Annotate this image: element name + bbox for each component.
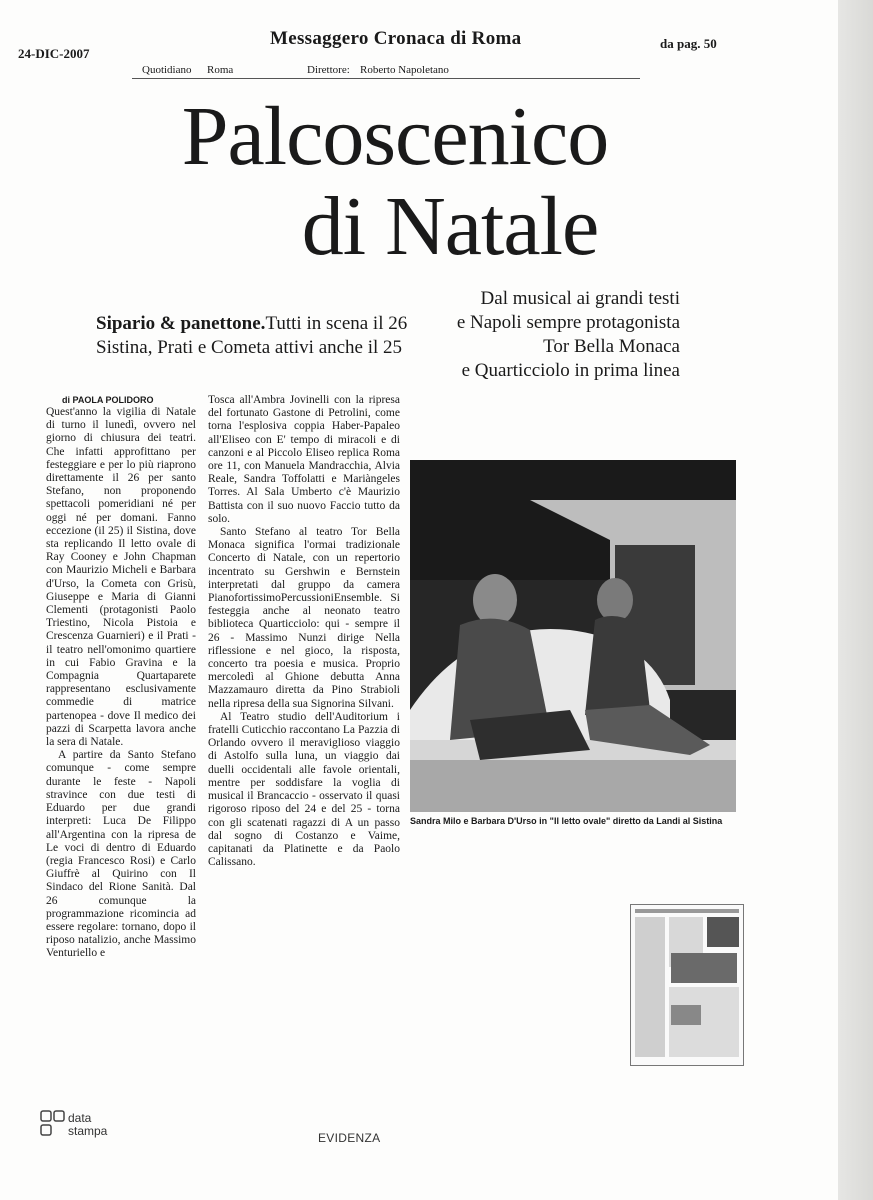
- page-thumbnail-image: [631, 905, 743, 1065]
- datastampa-logo-text: [68, 1112, 107, 1138]
- byline: di PAOLA POLIDORO: [62, 395, 154, 405]
- logo-line-1: data: [68, 1111, 92, 1125]
- paragraph: Santo Stefano al teatro Tor Bella Monaca significa l'ormai tradizionale Concerto di Natale, con un repertorio incentrato su Gershwin e Bernstein interpretati dal gruppo da camera PianofortissimoPercussioniEnsemble. Si festeggia anche al neonato teatro biblioteca Quarticciolo: qui - sempre il 26 - Massimo Nunzi dirige Nella riflessione e nel gioco, la risposta, concerto tra poesia e musica. Proprio mercoledì al Ghione debutta Anna Mazzamauro diretta da Pino Strabioli nella ripresa della sua Signorina Silvani.: [208, 526, 400, 710]
- subhead-right-1: Dal musical ai grandi testi: [480, 288, 680, 309]
- issue-date: 24-DIC-2007: [18, 46, 90, 61]
- publication-type: Quotidiano: [142, 64, 192, 76]
- director-name: Roberto Napoletano: [360, 64, 449, 76]
- subhead-right-3: Tor Bella Monaca: [543, 336, 680, 357]
- paragraph: Al Teatro studio dell'Auditorium i fratelli Cuticchio raccontano La Pazzia di Orlando ovvero il meraviglioso viaggio di Astolfo sulla luna, un viaggio dai duelli occidentali alle favole orientali, mentre per soddisfare la voglia di musical il Brancaccio - osservato il quasi rigoroso riposo del 24 e del 25 - torna con gli scatenati ragazzi di A un passo dal sogno di Costanzo e Vaime, capitanati da Platinette e da Paolo Calissano.: [208, 710, 400, 869]
- evidenza-label: EVIDENZA: [318, 1131, 381, 1145]
- newspaper-name: Messaggero Cronaca di Roma: [270, 28, 522, 49]
- paragraph: Tosca all'Ambra Jovinelli con la ripresa del fortunato Gastone di Petrolini, come torna l'esplosiva coppia Haber-Papaleo all'Eliseo con E' tempo di miracoli e di canzoni e al Piccolo Eliseo replica Roma ore 11, con Manuela Mandracchia, Alvia Reale, Sandra Toffolatti e Mariàngeles Torres. Al Sala Umberto c'è Maurizio Battista con il suo nuovo Faccio tutto da solo.: [208, 394, 400, 525]
- article-photo: [410, 460, 736, 812]
- masthead-meta: [132, 64, 640, 79]
- scan-edge: [838, 0, 873, 1200]
- headline-line-2: di Natale: [301, 180, 599, 273]
- stage-photo-image: [410, 460, 736, 812]
- article-headline: [140, 92, 650, 272]
- article-column-1: [46, 406, 196, 961]
- logo-line-2: stampa: [68, 1124, 108, 1138]
- page-reference: da pag. 50: [660, 36, 717, 51]
- subhead-left-1: Tutti in scena il 26: [265, 313, 408, 334]
- subhead-right-2: e Napoli sempre protagonista: [456, 312, 680, 333]
- subheadline-right: [430, 287, 680, 383]
- paragraph: A partire da Santo Stefano comunque - come sempre durante le feste - Napoli stravince con due testi di Eduardo per due grandi interpreti: Luca De Filippo all'Argentina con la ripresa de Le voci di dentro di Eduardo (regia Francesco Rosi) e Carlo Giuffrè al Quirino con Il Sindaco del Rione Sanità. Dal 26 comunque la programmazione ricomincia ad essere regolare: tornano, dopo il riposo natalizio, anche Massimo Venturiello e: [46, 749, 196, 960]
- article-column-2: [208, 394, 400, 869]
- headline-line-1: Palcoscenico: [181, 90, 609, 183]
- subhead-left-2: Sistina, Prati e Cometa attivi anche il 25: [96, 337, 403, 358]
- page-thumbnail: [630, 904, 744, 1066]
- kicker: Sipario & panettone.: [96, 313, 266, 334]
- subhead-right-4: e Quarticciolo in prima linea: [461, 360, 680, 381]
- director-label: Direttore:: [307, 64, 350, 76]
- publication-city: Roma: [207, 64, 234, 76]
- paragraph: Quest'anno la vigilia di Natale di turno il lunedì, ovvero nel giorno di chiusura dei teatri. Che infatti approfittano per festeggiare e per lo più riaprono direttamente il 26 per santo Stefano, non proponendo spettacoli pomeridiani né per oggi né per domani. Fanno eccezione (il 25) il Sistina, dove sta replicando Il letto ovale di Ray Cooney e John Chapman con Maurizio Micheli e Barbara d'Urso, la Cometa con Grisù, Giuseppe e Maria di Gianni Clementi (protagonisti Paolo Triestino, Nicola Pistoia e Crescenza Guarnieri) e il Prati - il teatro nell'omonimo quartiere in cui Fabio Gravina e la Compagnia Quartaparete rappresentano esclusivamente commedie di matrice partenopea - dove Il medico dei pazzi di Scarpetta lavora anche la sera di Natale.: [46, 406, 196, 749]
- photo-caption: Sandra Milo e Barbara D'Urso in "Il letto ovale" diretto da Landi al Sistina: [410, 816, 723, 826]
- datastampa-logo-icon: [40, 1110, 66, 1138]
- subheadline-left: [96, 312, 426, 360]
